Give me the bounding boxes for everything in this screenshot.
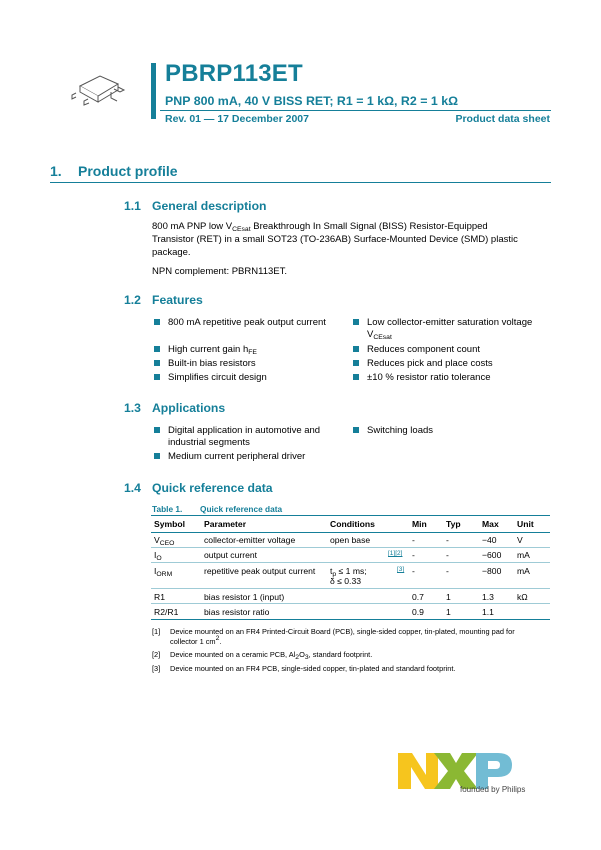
section-title: Product profile <box>78 163 178 179</box>
table-note-number: [3] <box>152 664 161 673</box>
table-rule <box>151 532 550 533</box>
logo-tagline: founded by Philips <box>460 785 526 794</box>
feature-item: 800 mA repetitive peak output current <box>168 317 326 328</box>
table-cell-parameter: bias resistor ratio <box>204 607 270 617</box>
table-cell-typ: 1 <box>446 607 451 617</box>
table-row-rule <box>151 547 550 548</box>
feature-item: Reduces component count <box>367 344 481 355</box>
table-cell-parameter: collector-emitter voltage <box>204 535 296 545</box>
footnote-ref-link[interactable]: [1][2] <box>388 550 403 557</box>
revision-date: Rev. 01 — 17 December 2007 <box>165 113 309 125</box>
table-cell-typ: - <box>446 535 449 545</box>
table-cell-max: 1.3 <box>482 592 494 602</box>
bullet-icon <box>154 427 160 433</box>
table-rule <box>151 619 550 620</box>
bullet-icon <box>353 360 359 366</box>
column-header: Max <box>482 519 499 529</box>
column-header: Min <box>412 519 427 529</box>
feature-item: Built-in bias resistors <box>168 358 256 369</box>
table-caption: Quick reference data <box>200 504 283 514</box>
table-row-rule <box>151 603 550 604</box>
bullet-icon <box>154 374 160 380</box>
title-accent-bar <box>151 63 156 119</box>
bullet-icon <box>154 360 160 366</box>
table-cell-min: 0.9 <box>412 607 424 617</box>
column-header: Typ <box>446 519 461 529</box>
application-item: Switching loads <box>367 425 434 436</box>
table-cell-unit: V <box>517 535 523 545</box>
table-row-rule <box>151 562 550 563</box>
table-note: Device mounted on a ceramic PCB, $Al_2O_3$, standard footprint. <box>170 650 373 661</box>
column-header: Conditions <box>330 519 375 529</box>
table-cell-max: −40 <box>482 535 497 545</box>
feature-item: Simplifies circuit design <box>168 372 267 383</box>
subsection-number: 1.3 <box>124 401 141 415</box>
table-note: Device mounted on an FR4 Printed-Circuit Board (PCB), single-sided copper, tin-plated, mounting pad for collector 1 $cm^2$. <box>170 627 515 646</box>
subsection-number: 1.2 <box>124 293 141 307</box>
subsection-number: 1.4 <box>124 481 141 495</box>
table-note-number: [2] <box>152 650 161 659</box>
npn-complement: NPN complement: PBRN113ET. <box>152 266 287 277</box>
subsection-number: 1.1 <box>124 199 141 213</box>
table-cell-typ: - <box>446 566 449 576</box>
subsection-title: Applications <box>152 401 226 415</box>
footnote-ref-link[interactable]: [3] <box>397 566 405 573</box>
table-cell-parameter: output current <box>204 550 258 560</box>
application-item: Medium current peripheral driver <box>168 451 306 462</box>
table-cell-conditions: open base <box>330 535 371 545</box>
document-type: Product data sheet <box>455 113 550 125</box>
subsection-title: Quick reference data <box>152 481 273 495</box>
table-cell-unit: mA <box>517 566 530 576</box>
table-cell-parameter: repetitive peak output current <box>204 566 316 576</box>
table-cell-unit: mA <box>517 550 530 560</box>
table-cell-symbol: R1 <box>154 592 165 602</box>
sot23-package-icon <box>66 68 130 114</box>
table-row-rule <box>151 588 550 589</box>
table-cell-unit: kΩ <box>517 592 528 602</box>
subsection-title: Features <box>152 293 203 307</box>
table-cell-conditions: $t_p \le 1$ ms; δ ≤ 0.33 <box>330 566 367 586</box>
column-header: Symbol <box>154 519 186 529</box>
table-cell-parameter: bias resistor 1 (input) <box>204 592 285 602</box>
bullet-icon <box>353 346 359 352</box>
bullet-icon <box>154 453 160 459</box>
feature-item: High current gain $h_{FE}$ <box>168 344 257 356</box>
table-cell-min: - <box>412 550 415 560</box>
table-cell-max: 1.1 <box>482 607 494 617</box>
table-cell-symbol: $I_{ORM}$ <box>154 566 173 578</box>
table-cell-max: −800 <box>482 566 502 576</box>
table-number: Table 1. <box>152 504 183 514</box>
application-item: Digital application in automotive and industrial segments <box>168 425 321 448</box>
general-description: 800 mA PNP low $V_{CEsat}$ Breakthrough In Small Signal (BISS) Resistor-Equipped Transistor (RET) in a small SOT23 (TO-236AB) Surface-Mounted Device (SMD) plastic package. <box>152 221 518 258</box>
table-cell-typ: - <box>446 550 449 560</box>
table-note-number: [1] <box>152 627 161 636</box>
document-subtitle: PNP 800 mA, 40 V BISS RET; R1 = 1 kΩ, R2 = 1 kΩ <box>165 94 459 108</box>
table-rule <box>151 515 550 516</box>
table-cell-symbol: $I_O$ <box>154 550 162 562</box>
bullet-icon <box>353 319 359 325</box>
bullet-icon <box>154 319 160 325</box>
bullet-icon <box>353 427 359 433</box>
table-cell-max: −600 <box>482 550 502 560</box>
table-cell-symbol: $V_{CEO}$ <box>154 535 175 547</box>
table-cell-min: 0.7 <box>412 592 424 602</box>
table-cell-typ: 1 <box>446 592 451 602</box>
title-rule <box>160 110 551 111</box>
feature-item: ±10 % resistor ratio tolerance <box>367 372 491 383</box>
section-rule <box>50 182 551 183</box>
table-cell-min: - <box>412 535 415 545</box>
feature-item: Reduces pick and place costs <box>367 358 493 369</box>
nxp-logo <box>398 753 516 803</box>
table-cell-symbol: R2/R1 <box>154 607 179 617</box>
bullet-icon <box>154 346 160 352</box>
table-cell-min: - <box>412 566 415 576</box>
column-header: Parameter <box>204 519 247 529</box>
table-note: Device mounted on an FR4 PCB, single-sided copper, tin-plated and standard footprint. <box>170 664 456 673</box>
bullet-icon <box>353 374 359 380</box>
subsection-title: General description <box>152 199 267 213</box>
column-header: Unit <box>517 519 534 529</box>
document-title: PBRP113ET <box>165 60 303 87</box>
feature-item: Low collector-emitter saturation voltage $V_{CEsat}$ <box>367 317 533 341</box>
section-number: 1. <box>50 163 62 179</box>
